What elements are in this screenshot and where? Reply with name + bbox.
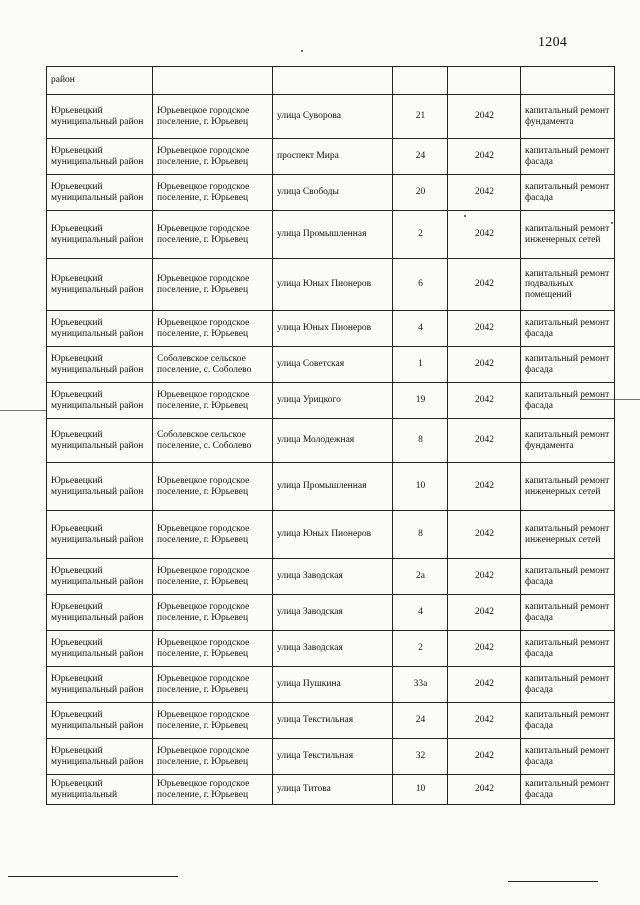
empty-cell xyxy=(273,67,393,95)
work-type-cell: капитальный ремонт фундамента xyxy=(521,95,615,139)
settlement-cell: Юрьевецкое городское поселение, г. Юрьевец xyxy=(153,559,273,595)
district-cell: Юрьевецкий муниципальный район xyxy=(47,511,153,559)
street-cell: улица Заводская xyxy=(273,559,393,595)
footer-rule-left xyxy=(8,876,178,877)
settlement-cell: Юрьевецкое городское поселение, г. Юрьевец xyxy=(153,703,273,739)
table-row xyxy=(47,739,615,775)
district-cell: Юрьевецкий муниципальный район xyxy=(47,739,153,775)
house-number-cell: 21 xyxy=(393,95,448,139)
year-cell: 2042 xyxy=(448,775,521,805)
year-cell: 2042 xyxy=(448,559,521,595)
year-cell: 2042 xyxy=(448,631,521,667)
settlement-cell: Юрьевецкое городское поселение, г. Юрьевец xyxy=(153,739,273,775)
housing-repair-table xyxy=(46,66,615,805)
settlement-cell: Юрьевецкое городское поселение, г. Юрьевец xyxy=(153,139,273,175)
settlement-cell: Соболевское сельское поселение, с. Соболево xyxy=(153,347,273,383)
work-type-cell: капитальный ремонт фасада xyxy=(521,631,615,667)
house-number-cell: 2 xyxy=(393,631,448,667)
district-cell: Юрьевецкий муниципальный район xyxy=(47,595,153,631)
work-type-cell: капитальный ремонт фасада xyxy=(521,559,615,595)
settlement-cell: Юрьевецкое городское поселение, г. Юрьевец xyxy=(153,95,273,139)
work-type-cell: капитальный ремонт фасада xyxy=(521,703,615,739)
district-cell: Юрьевецкий муниципальный район xyxy=(47,259,153,311)
year-cell: 2042 xyxy=(448,703,521,739)
street-cell: улица Советская xyxy=(273,347,393,383)
street-cell: улица Промышленная xyxy=(273,463,393,511)
table-row xyxy=(47,419,615,463)
district-cell: Юрьевецкий муниципальный район xyxy=(47,703,153,739)
street-cell: улица Юных Пионеров xyxy=(273,311,393,347)
street-cell: улица Текстильная xyxy=(273,703,393,739)
settlement-cell: Юрьевецкое городское поселение, г. Юрьевец xyxy=(153,775,273,805)
settlement-cell: Юрьевецкое городское поселение, г. Юрьевец xyxy=(153,259,273,311)
district-cell: Юрьевецкий муниципальный район xyxy=(47,311,153,347)
work-type-cell: капитальный ремонт инженерных сетей xyxy=(521,463,615,511)
year-cell: 2042 xyxy=(448,347,521,383)
street-cell: улица Юных Пионеров xyxy=(273,259,393,311)
year-cell: 2042 xyxy=(448,259,521,311)
street-cell: улица Промышленная xyxy=(273,211,393,259)
empty-cell xyxy=(153,67,273,95)
district-cell: Юрьевецкий муниципальный район xyxy=(47,95,153,139)
table-row xyxy=(47,559,615,595)
work-type-cell: капитальный ремонт фасада xyxy=(521,775,615,805)
street-cell: улица Молодежная xyxy=(273,419,393,463)
work-type-cell: капитальный ремонт фасада xyxy=(521,347,615,383)
year-cell: 2042 xyxy=(448,511,521,559)
table-row xyxy=(47,95,615,139)
street-cell: улица Пушкина xyxy=(273,667,393,703)
table-row xyxy=(47,667,615,703)
district-cell: Юрьевецкий муниципальный район xyxy=(47,139,153,175)
year-cell: 2042 xyxy=(448,311,521,347)
work-type-cell: капитальный ремонт фасада xyxy=(521,667,615,703)
work-type-cell: капитальный ремонт фасада xyxy=(521,595,615,631)
year-cell: 2042 xyxy=(448,463,521,511)
work-type-cell: капитальный ремонт подвальных помещений xyxy=(521,259,615,311)
house-number-cell: 24 xyxy=(393,139,448,175)
year-cell: 2042 xyxy=(448,175,521,211)
work-type-cell: капитальный ремонт инженерных сетей xyxy=(521,211,615,259)
page-number: 1204 xyxy=(538,35,568,50)
district-cell: Юрьевецкий муниципальный район xyxy=(47,347,153,383)
work-type-cell: капитальный ремонт фасада xyxy=(521,739,615,775)
table-row xyxy=(47,259,615,311)
year-cell: 2042 xyxy=(448,95,521,139)
district-cell: район xyxy=(47,67,153,95)
year-cell: 2042 xyxy=(448,419,521,463)
house-number-cell: 2а xyxy=(393,559,448,595)
settlement-cell: Юрьевецкое городское поселение, г. Юрьевец xyxy=(153,595,273,631)
empty-cell xyxy=(521,67,615,95)
year-cell: 2042 xyxy=(448,667,521,703)
house-number-cell: 20 xyxy=(393,175,448,211)
settlement-cell: Юрьевецкое городское поселение, г. Юрьевец xyxy=(153,631,273,667)
house-number-cell: 10 xyxy=(393,463,448,511)
table-row xyxy=(47,175,615,211)
year-cell: 2042 xyxy=(448,739,521,775)
table-row xyxy=(47,383,615,419)
street-cell: улица Текстильная xyxy=(273,739,393,775)
house-number-cell: 33а xyxy=(393,667,448,703)
settlement-cell: Юрьевецкое городское поселение, г. Юрьевец xyxy=(153,383,273,419)
street-cell: улица Титова xyxy=(273,775,393,805)
street-cell: улица Суворова xyxy=(273,95,393,139)
house-number-cell: 4 xyxy=(393,311,448,347)
empty-cell xyxy=(448,67,521,95)
settlement-cell: Юрьевецкое городское поселение, г. Юрьевец xyxy=(153,511,273,559)
settlement-cell: Юрьевецкое городское поселение, г. Юрьевец xyxy=(153,175,273,211)
district-cell: Юрьевецкий муниципальный район xyxy=(47,463,153,511)
table-row xyxy=(47,311,615,347)
empty-cell xyxy=(393,67,448,95)
house-number-cell: 24 xyxy=(393,703,448,739)
year-cell: 2042 xyxy=(448,211,521,259)
district-cell: Юрьевецкий муниципальный район xyxy=(47,631,153,667)
street-cell: улица Заводская xyxy=(273,631,393,667)
district-cell: Юрьевецкий муниципальный район xyxy=(47,211,153,259)
district-cell: Юрьевецкий муниципальный район xyxy=(47,559,153,595)
work-type-cell: капитальный ремонт фасада xyxy=(521,139,615,175)
work-type-cell: капитальный ремонт фасада xyxy=(521,175,615,211)
work-type-cell: капитальный ремонт фасада xyxy=(521,311,615,347)
table-row-continued xyxy=(47,67,615,95)
footer-rule-right xyxy=(508,881,598,882)
table-row xyxy=(47,703,615,739)
table-row xyxy=(47,775,615,805)
year-cell: 2042 xyxy=(448,383,521,419)
scan-speck xyxy=(301,50,303,52)
work-type-cell: капитальный ремонт фундамента xyxy=(521,419,615,463)
settlement-cell: Юрьевецкое городское поселение, г. Юрьевец xyxy=(153,211,273,259)
work-type-cell: капитальный ремонт инженерных сетей xyxy=(521,511,615,559)
table-row xyxy=(47,211,615,259)
house-number-cell: 4 xyxy=(393,595,448,631)
house-number-cell: 2 xyxy=(393,211,448,259)
house-number-cell: 10 xyxy=(393,775,448,805)
scan-stray-line xyxy=(0,410,46,411)
settlement-cell: Соболевское сельское поселение, с. Соболево xyxy=(153,419,273,463)
district-cell: Юрьевецкий муниципальный район xyxy=(47,419,153,463)
house-number-cell: 19 xyxy=(393,383,448,419)
street-cell: проспект Мира xyxy=(273,139,393,175)
street-cell: улица Юных Пионеров xyxy=(273,511,393,559)
street-cell: улица Свободы xyxy=(273,175,393,211)
settlement-cell: Юрьевецкое городское поселение, г. Юрьевец xyxy=(153,667,273,703)
house-number-cell: 8 xyxy=(393,511,448,559)
house-number-cell: 8 xyxy=(393,419,448,463)
settlement-cell: Юрьевецкое городское поселение, г. Юрьевец xyxy=(153,311,273,347)
work-type-cell: капитальный ремонт фасада xyxy=(521,383,615,419)
district-cell: Юрьевецкий муниципальный район xyxy=(47,383,153,419)
street-cell: улица Заводская xyxy=(273,595,393,631)
settlement-cell: Юрьевецкое городское поселение, г. Юрьевец xyxy=(153,463,273,511)
house-number-cell: 32 xyxy=(393,739,448,775)
house-number-cell: 6 xyxy=(393,259,448,311)
house-number-cell: 1 xyxy=(393,347,448,383)
table-row xyxy=(47,347,615,383)
district-cell: Юрьевецкий муниципальный xyxy=(47,775,153,805)
table-row xyxy=(47,595,615,631)
year-cell: 2042 xyxy=(448,595,521,631)
district-cell: Юрьевецкий муниципальный район xyxy=(47,175,153,211)
district-cell: Юрьевецкий муниципальный район xyxy=(47,667,153,703)
table-row xyxy=(47,631,615,667)
year-cell: 2042 xyxy=(448,139,521,175)
table-row xyxy=(47,139,615,175)
street-cell: улица Урицкого xyxy=(273,383,393,419)
table-row xyxy=(47,463,615,511)
table-row xyxy=(47,511,615,559)
